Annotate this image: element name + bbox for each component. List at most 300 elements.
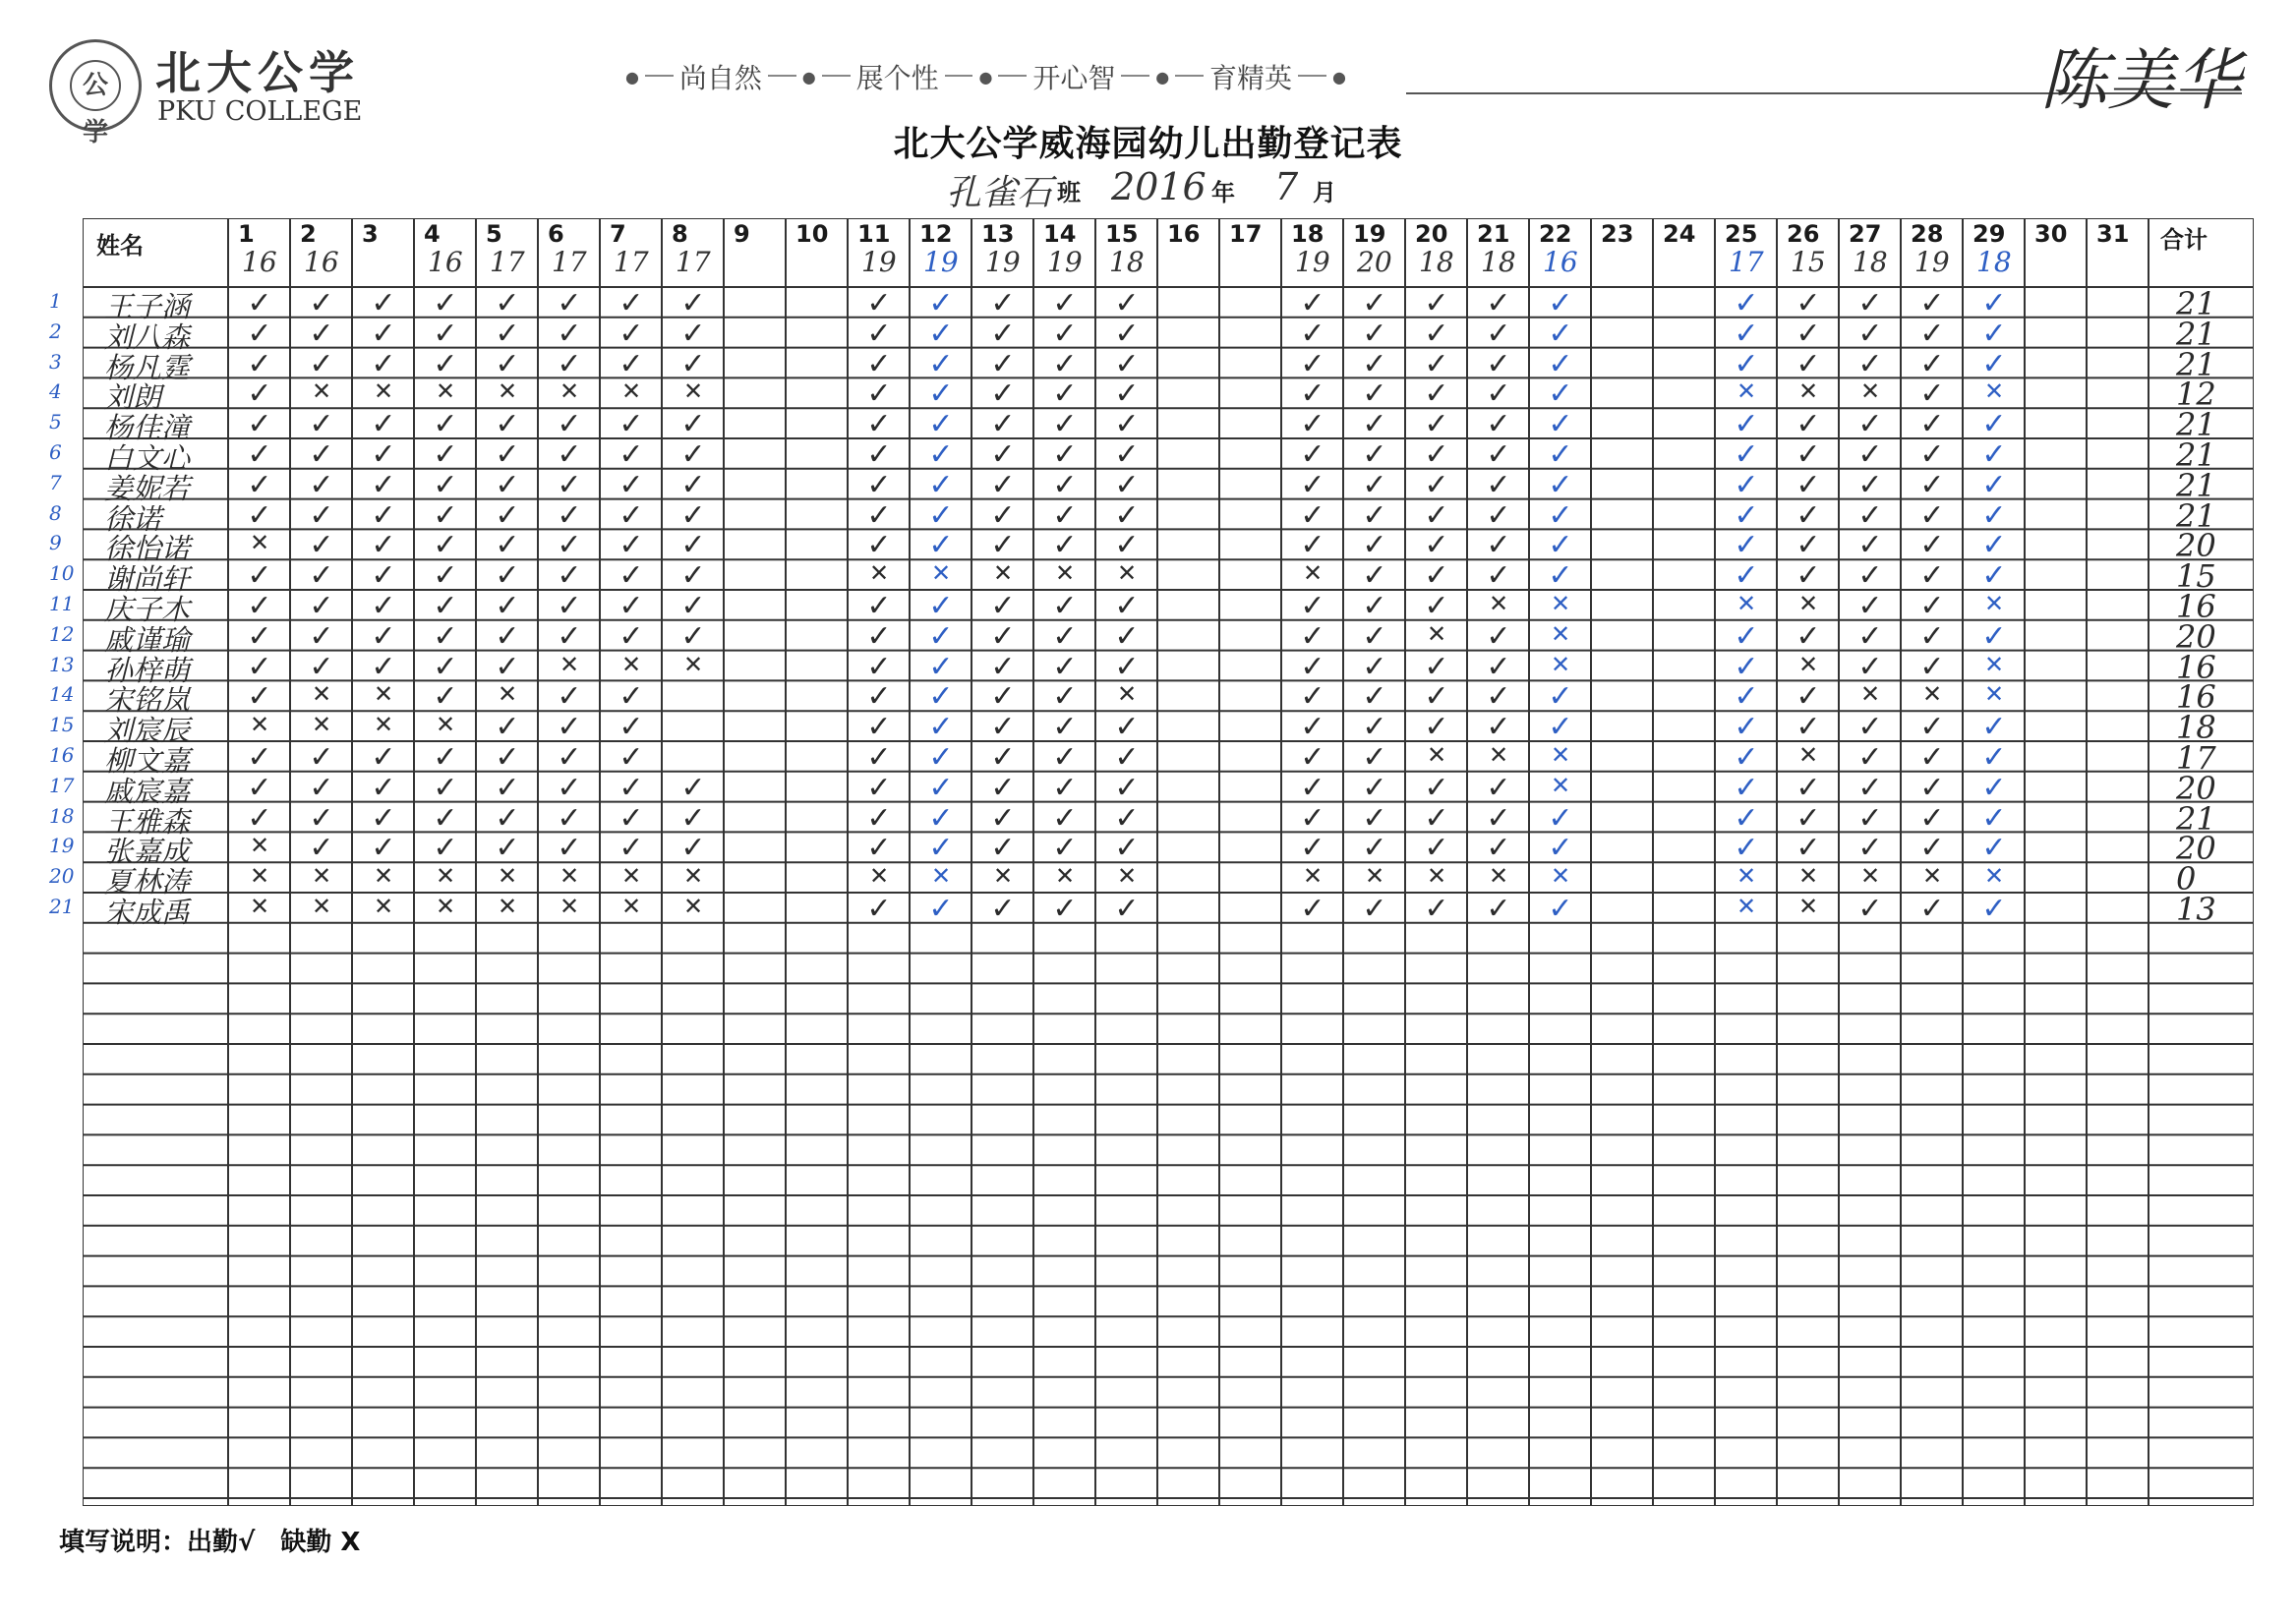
child-name: 杨凡霆 xyxy=(104,350,191,384)
present-check-icon: ✓ xyxy=(1424,892,1449,926)
absent-x-icon: ✕ xyxy=(1797,590,1819,617)
absent-x-icon: ✕ xyxy=(373,711,394,739)
day-header: 29 xyxy=(1972,220,2006,248)
present-check-icon: ✓ xyxy=(1052,407,1078,442)
present-check-icon: ✓ xyxy=(1486,316,1511,351)
present-check-icon: ✓ xyxy=(1486,377,1511,412)
present-check-icon: ✓ xyxy=(1981,467,2007,502)
present-check-icon: ✓ xyxy=(928,740,954,775)
present-check-icon: ✓ xyxy=(1796,467,1821,502)
present-check-icon: ✓ xyxy=(1857,437,1883,472)
present-check-icon: ✓ xyxy=(1981,346,2007,381)
absent-x-icon: ✕ xyxy=(1364,862,1385,891)
present-check-icon: ✓ xyxy=(495,618,520,654)
present-check-icon: ✓ xyxy=(1052,649,1078,684)
present-check-icon: ✓ xyxy=(1796,558,1821,594)
present-check-icon: ✓ xyxy=(1300,649,1325,684)
day-count: 17 xyxy=(1729,246,1764,278)
present-check-icon: ✓ xyxy=(1362,437,1387,472)
present-check-icon: ✓ xyxy=(928,467,954,502)
present-check-icon: ✓ xyxy=(680,589,706,623)
present-check-icon: ✓ xyxy=(1919,528,1945,563)
row-total: 21 xyxy=(2176,345,2216,383)
present-check-icon: ✓ xyxy=(680,316,706,351)
present-check-icon: ✓ xyxy=(1857,649,1883,684)
present-check-icon: ✓ xyxy=(1548,346,1573,381)
absent-x-icon: ✕ xyxy=(311,862,332,891)
present-check-icon: ✓ xyxy=(1362,710,1387,745)
present-check-icon: ✓ xyxy=(309,770,334,805)
present-check-icon: ✓ xyxy=(1052,437,1078,472)
present-check-icon: ✓ xyxy=(1919,286,1945,320)
present-check-icon: ✓ xyxy=(1114,740,1140,775)
present-check-icon: ✓ xyxy=(1796,618,1821,654)
present-check-icon: ✓ xyxy=(1114,649,1140,684)
present-check-icon: ✓ xyxy=(371,589,396,623)
present-check-icon: ✓ xyxy=(1548,831,1573,866)
present-check-icon: ✓ xyxy=(1734,770,1759,805)
present-check-icon: ✓ xyxy=(1548,377,1573,412)
present-check-icon: ✓ xyxy=(1548,497,1573,533)
absent-x-icon: ✕ xyxy=(992,862,1014,891)
present-check-icon: ✓ xyxy=(928,346,954,381)
present-check-icon: ✓ xyxy=(1919,618,1945,654)
present-check-icon: ✓ xyxy=(433,618,458,654)
present-check-icon: ✓ xyxy=(1919,346,1945,381)
child-name: 柳文嘉 xyxy=(104,744,191,778)
absent-x-icon: ✕ xyxy=(249,862,270,891)
present-check-icon: ✓ xyxy=(1548,558,1573,594)
present-check-icon: ✓ xyxy=(557,618,582,654)
row-total: 21 xyxy=(2176,799,2216,838)
row-number: 7 xyxy=(49,470,62,494)
present-check-icon: ✓ xyxy=(557,407,582,442)
present-check-icon: ✓ xyxy=(247,800,272,836)
present-check-icon: ✓ xyxy=(1548,679,1573,715)
absent-x-icon: ✕ xyxy=(682,650,704,678)
present-check-icon: ✓ xyxy=(680,467,706,502)
present-check-icon: ✓ xyxy=(866,710,892,745)
present-check-icon: ✓ xyxy=(990,346,1016,381)
absent-x-icon: ✕ xyxy=(682,862,704,891)
absent-x-icon: ✕ xyxy=(1550,590,1571,617)
day-header: 28 xyxy=(1911,220,1944,248)
present-check-icon: ✓ xyxy=(990,589,1016,623)
present-check-icon: ✓ xyxy=(990,286,1016,320)
day-count: 19 xyxy=(985,246,1021,278)
day-count: 17 xyxy=(552,246,587,278)
absent-x-icon: ✕ xyxy=(1550,650,1571,678)
row-number: 9 xyxy=(49,531,62,555)
present-check-icon: ✓ xyxy=(618,407,644,442)
day-count: 18 xyxy=(1481,246,1516,278)
present-check-icon: ✓ xyxy=(247,618,272,654)
present-check-icon: ✓ xyxy=(866,679,892,715)
day-count: 18 xyxy=(1419,246,1454,278)
absent-x-icon: ✕ xyxy=(311,711,332,739)
slogan xyxy=(619,57,1352,96)
present-check-icon: ✓ xyxy=(1424,589,1449,623)
present-check-icon: ✓ xyxy=(433,316,458,351)
day-header: 16 xyxy=(1167,220,1201,248)
present-check-icon: ✓ xyxy=(1919,437,1945,472)
day-header: 20 xyxy=(1415,220,1448,248)
present-check-icon: ✓ xyxy=(1857,800,1883,836)
present-check-icon: ✓ xyxy=(1362,528,1387,563)
present-check-icon: ✓ xyxy=(433,649,458,684)
slogan-item: 开心智 xyxy=(1027,57,1121,96)
present-check-icon: ✓ xyxy=(371,467,396,502)
row-number: 15 xyxy=(49,713,75,737)
present-check-icon: ✓ xyxy=(1734,467,1759,502)
present-check-icon: ✓ xyxy=(1114,528,1140,563)
present-check-icon: ✓ xyxy=(1424,467,1449,502)
present-check-icon: ✓ xyxy=(433,407,458,442)
row-number: 2 xyxy=(49,319,62,343)
present-check-icon: ✓ xyxy=(866,800,892,836)
present-check-icon: ✓ xyxy=(1981,618,2007,654)
present-check-icon: ✓ xyxy=(1052,528,1078,563)
present-check-icon: ✓ xyxy=(1857,528,1883,563)
present-check-icon: ✓ xyxy=(990,528,1016,563)
present-check-icon: ✓ xyxy=(247,558,272,594)
day-count: 19 xyxy=(1914,246,1950,278)
absent-x-icon: ✕ xyxy=(1550,862,1571,891)
present-check-icon: ✓ xyxy=(1796,679,1821,715)
child-name: 宋铭岚 xyxy=(104,683,191,718)
present-check-icon: ✓ xyxy=(1796,346,1821,381)
absent-x-icon: ✕ xyxy=(497,893,518,920)
day-header: 13 xyxy=(981,220,1015,248)
day-header: 14 xyxy=(1043,220,1077,248)
day-header: 26 xyxy=(1787,220,1820,248)
absent-x-icon: ✕ xyxy=(1488,590,1509,617)
present-check-icon: ✓ xyxy=(866,892,892,926)
present-check-icon: ✓ xyxy=(247,589,272,623)
row-number: 18 xyxy=(49,803,75,828)
present-check-icon: ✓ xyxy=(1857,740,1883,775)
present-check-icon: ✓ xyxy=(309,740,334,775)
present-check-icon: ✓ xyxy=(1486,649,1511,684)
present-check-icon: ✓ xyxy=(866,831,892,866)
absent-x-icon: ✕ xyxy=(930,862,952,891)
absent-x-icon: ✕ xyxy=(249,832,270,860)
present-check-icon: ✓ xyxy=(1114,710,1140,745)
slogan-item: 展个性 xyxy=(851,57,945,96)
absent-x-icon: ✕ xyxy=(620,377,642,406)
child-name: 刘朗 xyxy=(104,380,162,415)
present-check-icon: ✓ xyxy=(1424,558,1449,594)
present-check-icon: ✓ xyxy=(247,346,272,381)
present-check-icon: ✓ xyxy=(1300,679,1325,715)
fill-instructions: 填写说明：出勤√ 缺勤 X xyxy=(59,1528,361,1557)
absent-x-icon: ✕ xyxy=(992,559,1014,588)
present-check-icon: ✓ xyxy=(680,407,706,442)
present-check-icon: ✓ xyxy=(1424,377,1449,412)
present-check-icon: ✓ xyxy=(1362,589,1387,623)
absent-x-icon: ✕ xyxy=(1302,862,1324,891)
row-number: 17 xyxy=(49,773,75,797)
present-check-icon: ✓ xyxy=(990,497,1016,533)
present-check-icon: ✓ xyxy=(1052,892,1078,926)
absent-x-icon: ✕ xyxy=(559,862,580,891)
day-header: 31 xyxy=(2096,220,2130,248)
day-count: 20 xyxy=(1357,246,1392,278)
row-total: 21 xyxy=(2176,436,2216,474)
present-check-icon: ✓ xyxy=(866,286,892,320)
present-check-icon: ✓ xyxy=(990,316,1016,351)
present-check-icon: ✓ xyxy=(557,286,582,320)
present-check-icon: ✓ xyxy=(1734,558,1759,594)
day-count: 18 xyxy=(1109,246,1145,278)
present-check-icon: ✓ xyxy=(557,528,582,563)
present-check-icon: ✓ xyxy=(1114,377,1140,412)
absent-x-icon: ✕ xyxy=(682,377,704,406)
present-check-icon: ✓ xyxy=(1052,740,1078,775)
present-check-icon: ✓ xyxy=(618,437,644,472)
present-check-icon: ✓ xyxy=(1300,710,1325,745)
present-check-icon: ✓ xyxy=(309,528,334,563)
present-check-icon: ✓ xyxy=(1919,831,1945,866)
present-check-icon: ✓ xyxy=(1362,740,1387,775)
absent-x-icon: ✕ xyxy=(249,893,270,920)
present-check-icon: ✓ xyxy=(1424,286,1449,320)
present-check-icon: ✓ xyxy=(495,770,520,805)
present-check-icon: ✓ xyxy=(1300,437,1325,472)
row-total: 13 xyxy=(2176,891,2216,928)
present-check-icon: ✓ xyxy=(928,286,954,320)
present-check-icon: ✓ xyxy=(495,437,520,472)
absent-x-icon: ✕ xyxy=(1116,862,1138,891)
present-check-icon: ✓ xyxy=(866,740,892,775)
present-check-icon: ✓ xyxy=(618,558,644,594)
row-total: 20 xyxy=(2176,617,2216,656)
present-check-icon: ✓ xyxy=(928,377,954,412)
brand-name-cn: 北大公学 xyxy=(155,46,360,99)
present-check-icon: ✓ xyxy=(1114,831,1140,866)
present-check-icon: ✓ xyxy=(928,316,954,351)
slogan-dot-icon: ● xyxy=(796,68,822,87)
present-check-icon: ✓ xyxy=(1486,770,1511,805)
row-total: 12 xyxy=(2176,376,2216,414)
absent-x-icon: ✕ xyxy=(311,377,332,406)
present-check-icon: ✓ xyxy=(1919,770,1945,805)
absent-x-icon: ✕ xyxy=(1550,771,1571,799)
present-check-icon: ✓ xyxy=(618,528,644,563)
present-check-icon: ✓ xyxy=(1424,316,1449,351)
child-name: 徐怡诺 xyxy=(104,532,191,566)
day-count: 19 xyxy=(1295,246,1330,278)
present-check-icon: ✓ xyxy=(1734,316,1759,351)
day-header: 25 xyxy=(1725,220,1758,248)
present-check-icon: ✓ xyxy=(1857,770,1883,805)
absent-x-icon: ✕ xyxy=(435,711,456,739)
present-check-icon: ✓ xyxy=(1796,286,1821,320)
present-check-icon: ✓ xyxy=(557,316,582,351)
absent-x-icon: ✕ xyxy=(1983,650,2005,678)
present-check-icon: ✓ xyxy=(1052,467,1078,502)
present-check-icon: ✓ xyxy=(433,437,458,472)
present-check-icon: ✓ xyxy=(1052,497,1078,533)
present-check-icon: ✓ xyxy=(1981,740,2007,775)
row-total: 16 xyxy=(2176,588,2216,625)
absent-x-icon: ✕ xyxy=(1736,862,1757,891)
absent-x-icon: ✕ xyxy=(620,862,642,891)
present-check-icon: ✓ xyxy=(1114,800,1140,836)
present-check-icon: ✓ xyxy=(309,437,334,472)
child-name: 姜妮若 xyxy=(104,471,191,505)
present-check-icon: ✓ xyxy=(371,800,396,836)
present-check-icon: ✓ xyxy=(1981,286,2007,320)
day-header: 6 xyxy=(548,220,564,248)
present-check-icon: ✓ xyxy=(1362,892,1387,926)
present-check-icon: ✓ xyxy=(618,770,644,805)
present-check-icon: ✓ xyxy=(495,407,520,442)
present-check-icon: ✓ xyxy=(990,618,1016,654)
present-check-icon: ✓ xyxy=(1857,892,1883,926)
present-check-icon: ✓ xyxy=(618,679,644,715)
present-check-icon: ✓ xyxy=(1300,528,1325,563)
present-check-icon: ✓ xyxy=(680,497,706,533)
present-check-icon: ✓ xyxy=(1857,618,1883,654)
row-number: 4 xyxy=(49,379,62,404)
absent-x-icon: ✕ xyxy=(1550,741,1571,769)
present-check-icon: ✓ xyxy=(1424,407,1449,442)
present-check-icon: ✓ xyxy=(1734,831,1759,866)
present-check-icon: ✓ xyxy=(1362,377,1387,412)
present-check-icon: ✓ xyxy=(1424,346,1449,381)
present-check-icon: ✓ xyxy=(618,618,644,654)
day-header: 4 xyxy=(424,220,441,248)
present-check-icon: ✓ xyxy=(433,558,458,594)
present-check-icon: ✓ xyxy=(1486,679,1511,715)
child-name: 张嘉成 xyxy=(104,835,191,869)
present-check-icon: ✓ xyxy=(1919,892,1945,926)
present-check-icon: ✓ xyxy=(495,800,520,836)
day-header: 27 xyxy=(1849,220,1882,248)
present-check-icon: ✓ xyxy=(990,407,1016,442)
day-count: 16 xyxy=(304,246,339,278)
present-check-icon: ✓ xyxy=(1919,497,1945,533)
present-check-icon: ✓ xyxy=(1362,497,1387,533)
present-check-icon: ✓ xyxy=(1362,831,1387,866)
present-check-icon: ✓ xyxy=(247,497,272,533)
present-check-icon: ✓ xyxy=(928,800,954,836)
present-check-icon: ✓ xyxy=(1300,770,1325,805)
absent-x-icon: ✕ xyxy=(1797,741,1819,769)
present-check-icon: ✓ xyxy=(1796,316,1821,351)
present-check-icon: ✓ xyxy=(1362,800,1387,836)
absent-x-icon: ✕ xyxy=(1426,862,1447,891)
present-check-icon: ✓ xyxy=(495,346,520,381)
absent-x-icon: ✕ xyxy=(497,680,518,709)
present-check-icon: ✓ xyxy=(928,589,954,623)
present-check-icon: ✓ xyxy=(680,528,706,563)
present-check-icon: ✓ xyxy=(1734,497,1759,533)
present-check-icon: ✓ xyxy=(309,649,334,684)
absent-x-icon: ✕ xyxy=(559,893,580,920)
present-check-icon: ✓ xyxy=(1734,346,1759,381)
row-number: 6 xyxy=(49,440,62,464)
day-count: 16 xyxy=(428,246,463,278)
present-check-icon: ✓ xyxy=(1486,467,1511,502)
present-check-icon: ✓ xyxy=(1486,831,1511,866)
child-name: 夏林涛 xyxy=(104,865,191,899)
present-check-icon: ✓ xyxy=(1052,800,1078,836)
row-total: 16 xyxy=(2176,648,2216,686)
present-check-icon: ✓ xyxy=(928,618,954,654)
class-label: 班 xyxy=(1057,179,1081,206)
child-name: 徐诺 xyxy=(104,501,162,536)
absent-x-icon: ✕ xyxy=(1797,377,1819,406)
present-check-icon: ✓ xyxy=(928,528,954,563)
present-check-icon: ✓ xyxy=(247,740,272,775)
present-check-icon: ✓ xyxy=(309,316,334,351)
present-check-icon: ✓ xyxy=(433,831,458,866)
present-check-icon: ✓ xyxy=(557,346,582,381)
present-check-icon: ✓ xyxy=(247,649,272,684)
present-check-icon: ✓ xyxy=(1486,497,1511,533)
present-check-icon: ✓ xyxy=(1857,316,1883,351)
absent-x-icon: ✕ xyxy=(1116,680,1138,709)
present-check-icon: ✓ xyxy=(1548,800,1573,836)
month-value: 7 xyxy=(1274,165,1299,208)
slogan-dot-icon: ● xyxy=(1149,68,1175,87)
present-check-icon: ✓ xyxy=(1424,437,1449,472)
present-check-icon: ✓ xyxy=(866,649,892,684)
absent-x-icon: ✕ xyxy=(1054,862,1076,891)
present-check-icon: ✓ xyxy=(866,437,892,472)
present-check-icon: ✓ xyxy=(371,618,396,654)
present-check-icon: ✓ xyxy=(557,497,582,533)
slogan-item: 尚自然 xyxy=(674,57,768,96)
present-check-icon: ✓ xyxy=(928,649,954,684)
present-check-icon: ✓ xyxy=(1981,710,2007,745)
page-header xyxy=(0,0,2296,213)
present-check-icon: ✓ xyxy=(1981,497,2007,533)
present-check-icon: ✓ xyxy=(1486,286,1511,320)
row-number: 14 xyxy=(49,682,75,707)
day-header: 8 xyxy=(672,220,688,248)
row-number: 3 xyxy=(49,349,62,374)
day-header: 9 xyxy=(734,220,750,248)
present-check-icon: ✓ xyxy=(866,528,892,563)
present-check-icon: ✓ xyxy=(1300,618,1325,654)
teacher-signature: 陈美华 xyxy=(2040,42,2242,120)
present-check-icon: ✓ xyxy=(1300,316,1325,351)
present-check-icon: ✓ xyxy=(1981,558,2007,594)
absent-x-icon: ✕ xyxy=(435,893,456,920)
present-check-icon: ✓ xyxy=(1857,558,1883,594)
present-check-icon: ✓ xyxy=(557,710,582,745)
present-check-icon: ✓ xyxy=(1362,649,1387,684)
absent-x-icon: ✕ xyxy=(1983,590,2005,617)
present-check-icon: ✓ xyxy=(1796,437,1821,472)
row-total: 21 xyxy=(2176,285,2216,322)
absent-x-icon: ✕ xyxy=(868,862,890,891)
present-check-icon: ✓ xyxy=(990,710,1016,745)
present-check-icon: ✓ xyxy=(618,497,644,533)
present-check-icon: ✓ xyxy=(1362,467,1387,502)
present-check-icon: ✓ xyxy=(495,316,520,351)
present-check-icon: ✓ xyxy=(1919,800,1945,836)
absent-x-icon: ✕ xyxy=(1426,619,1447,648)
present-check-icon: ✓ xyxy=(1919,316,1945,351)
present-check-icon: ✓ xyxy=(557,770,582,805)
day-count: 15 xyxy=(1791,246,1826,278)
present-check-icon: ✓ xyxy=(1981,316,2007,351)
row-total: 21 xyxy=(2176,496,2216,535)
